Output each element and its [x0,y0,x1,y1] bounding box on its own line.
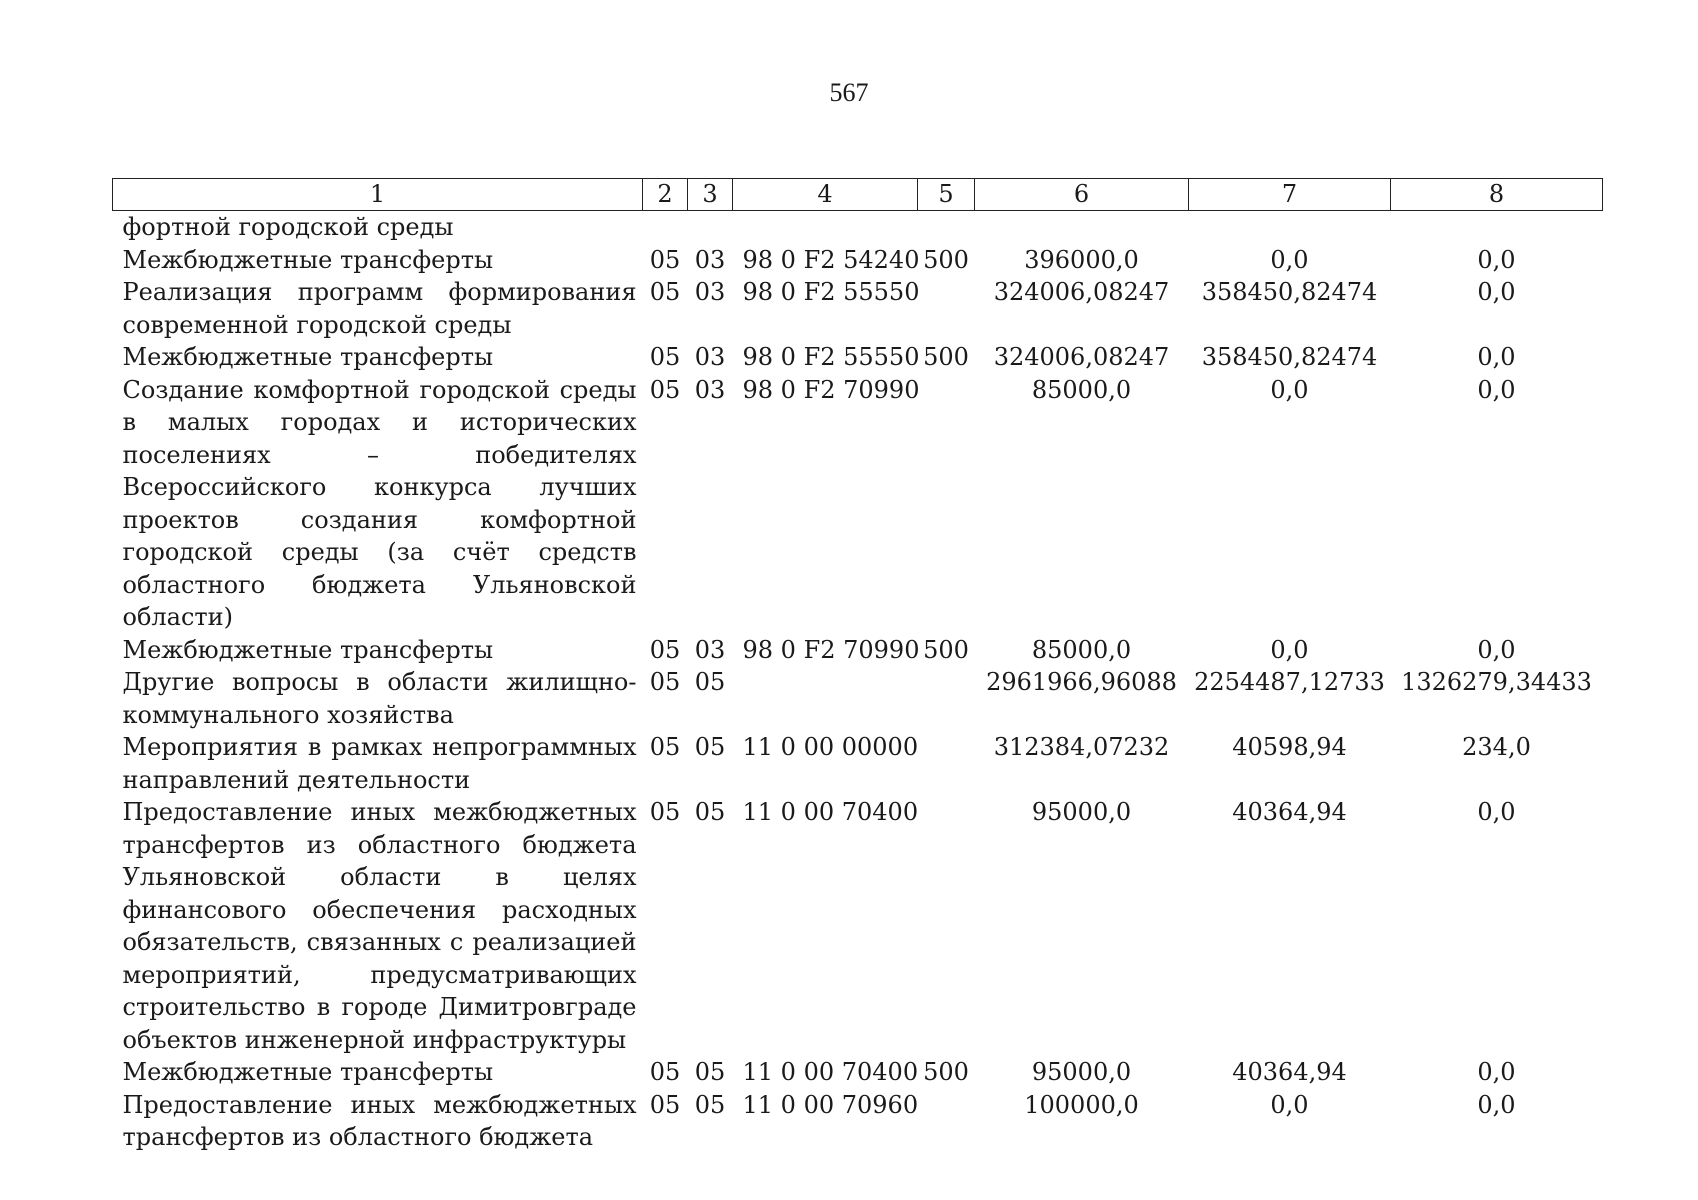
section-code-cell: 05 [649,278,681,306]
section-code-cell: 05 [649,1058,681,1086]
subsection-code-cell: 05 [694,798,726,826]
subsection-code-cell: 03 [694,375,726,404]
subsection-code-cell: 03 [694,343,726,371]
amount-col6-cell: 95000,0 [1031,798,1132,826]
table-body [113,211,1603,1154]
target-article-cell: 98 0 F2 55550 [742,343,920,371]
column-header: 1 [113,179,643,211]
table-row [113,796,1603,1056]
amount-col6-cell: 100000,0 [1024,1090,1139,1119]
amount-col7-cell: 0,0 [1270,635,1309,664]
section-code-cell: 05 [649,343,681,371]
item-name-cell: Мероприятия в рамках непрограммных направлений деятельности [122,733,637,794]
target-article-cell: 98 0 F2 70990 [742,635,920,664]
amount-col6-cell: 85000,0 [1031,635,1132,664]
subsection-code-cell: 05 [694,733,726,761]
amount-col7-cell: 40598,94 [1232,733,1347,761]
subsection-code-cell: 03 [694,635,726,664]
item-name-cell: Создание комфортной городской среды в малых городах и исторических поселениях – победителях Всероссийского конкурса лучших проектов создания комфортной городской среды (за счёт средств областного бюджета Ульяновской области) [122,375,637,631]
amount-col6-cell [975,211,1189,244]
table-row [113,211,1603,244]
table-row [113,374,1603,634]
expense-type-cell [918,796,975,1056]
amount-col8-cell: 0,0 [1477,343,1516,371]
section-code-cell: 05 [649,245,681,274]
target-article-cell [733,211,918,244]
subsection-code-cell: 03 [694,245,726,274]
table-row [113,666,1603,731]
amount-col7-cell [1189,211,1391,244]
expense-type-cell: 500 [923,245,969,274]
amount-col6-cell: 2961966,96088 [986,668,1177,696]
expense-type-cell: 500 [923,343,969,371]
budget-table [112,178,1603,1154]
item-name-cell: Межбюджетные трансферты [122,343,494,371]
amount-col8-cell: 0,0 [1477,1058,1516,1086]
target-article-cell: 98 0 F2 70990 [742,375,920,404]
section-code-cell: 05 [649,798,681,826]
item-name-cell: Другие вопросы в области жилищно-коммунального хозяйства [122,668,637,729]
amount-col8-cell: 234,0 [1462,733,1531,761]
expense-type-cell [918,276,975,341]
amount-col8-cell: 0,0 [1477,278,1516,306]
expense-type-cell [918,1089,975,1154]
amount-col8-cell: 0,0 [1477,1090,1516,1119]
table-row [113,244,1603,277]
amount-col7-cell: 358450,82474 [1201,343,1378,371]
section-code-cell: 05 [649,375,681,404]
amount-col6-cell: 396000,0 [1024,245,1139,274]
target-article-cell: 11 0 00 70400 [742,1058,919,1086]
table-row [113,276,1603,341]
amount-col6-cell: 324006,08247 [993,278,1170,306]
subsection-code-cell [688,211,733,244]
amount-col8-cell [1391,211,1603,244]
item-name-cell: Реализация программ формирования современной городской среды [122,278,637,339]
amount-col8-cell: 1326279,34433 [1401,668,1592,696]
amount-col8-cell: 0,0 [1477,245,1516,274]
amount-col8-cell: 0,0 [1477,635,1516,664]
column-header: 5 [918,179,975,211]
section-code-cell: 05 [649,733,681,761]
amount-col7-cell: 40364,94 [1232,1058,1347,1086]
amount-col8-cell: 0,0 [1477,375,1516,404]
amount-col7-cell: 0,0 [1270,1090,1309,1119]
item-name-cell: Межбюджетные трансферты [122,1058,494,1086]
amount-col6-cell: 95000,0 [1031,1058,1132,1086]
amount-col8-cell: 0,0 [1477,798,1516,826]
section-code-cell [643,211,688,244]
target-article-cell: 98 0 F2 54240 [742,245,920,274]
table-header [113,179,1603,211]
section-code-cell: 05 [649,1090,681,1119]
expense-type-cell: 500 [923,1058,969,1086]
section-code-cell: 05 [649,668,681,696]
amount-col7-cell: 358450,82474 [1201,278,1378,306]
table-row [113,341,1603,374]
amount-col6-cell: 85000,0 [1031,375,1132,404]
column-header: 2 [643,179,688,211]
amount-col7-cell: 2254487,12733 [1194,668,1385,696]
target-article-cell: 11 0 00 00000 [742,733,919,761]
table-row [113,1056,1603,1089]
amount-col6-cell: 324006,08247 [993,343,1170,371]
expense-type-cell [918,666,975,731]
item-name-cell: Межбюджетные трансферты [122,245,494,274]
target-article-cell: 11 0 00 70400 [742,798,919,826]
column-header: 3 [688,179,733,211]
section-code-cell: 05 [649,635,681,664]
column-header: 6 [975,179,1189,211]
item-name-cell: Предоставление иных межбюджетных трансфертов из областного бюджета Ульяновской области в целях финансового обеспечения расходных обязательств, связанных с реализацией мероприятий, предусматривающих строительство в городе Димитровграде объектов инженерной инфраструктуры [122,798,637,1054]
expense-type-cell [918,374,975,634]
amount-col6-cell: 312384,07232 [993,733,1170,761]
column-header: 7 [1189,179,1391,211]
target-article-cell: 98 0 F2 55550 [742,278,920,306]
item-name-cell: фортной городской среды [122,213,454,241]
amount-col7-cell: 40364,94 [1232,798,1347,826]
subsection-code-cell: 05 [694,1058,726,1086]
header-row [113,179,1603,211]
column-header: 8 [1391,179,1603,211]
expense-type-cell [918,731,975,796]
target-article-cell [733,666,918,731]
expense-type-cell: 500 [923,635,969,664]
item-name-cell: Межбюджетные трансферты [122,635,494,664]
subsection-code-cell: 05 [694,1090,726,1119]
subsection-code-cell: 05 [694,668,726,696]
column-header: 4 [733,179,918,211]
item-name-cell: Предоставление иных межбюджетных трансфертов из областного бюджета [122,1090,637,1151]
subsection-code-cell: 03 [694,278,726,306]
amount-col7-cell: 0,0 [1270,375,1309,404]
table-row [113,1089,1603,1154]
amount-col7-cell: 0,0 [1270,245,1309,274]
page-number: 567 [829,78,869,107]
target-article-cell: 11 0 00 70960 [742,1090,919,1119]
table-row [113,634,1603,667]
table-row [113,731,1603,796]
expense-type-cell [918,211,975,244]
